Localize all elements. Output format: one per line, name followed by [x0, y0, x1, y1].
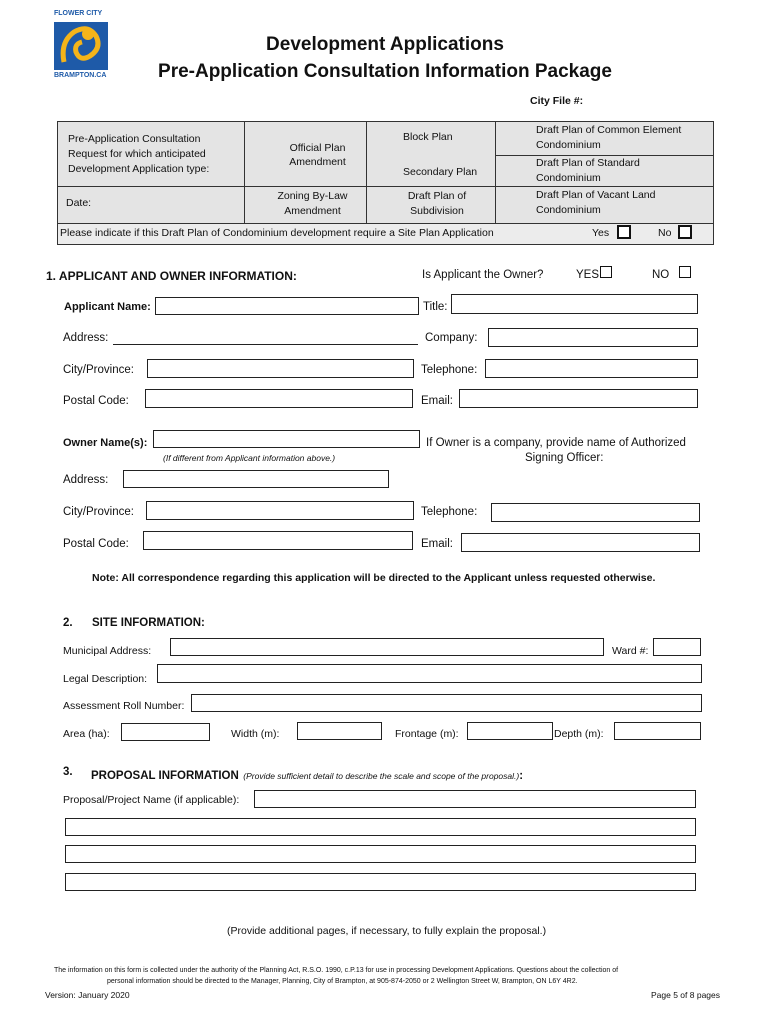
owner-no-label: NO: [652, 269, 670, 281]
city-province-field[interactable]: [147, 359, 414, 378]
draft-subdivision-label: Draft Plan of Subdivision: [407, 190, 467, 217]
authorized-line2: Signing Officer:: [525, 452, 604, 464]
vacant-land-label: Draft Plan of Vacant Land Condominium: [536, 189, 656, 216]
owner-email-field[interactable]: [461, 533, 700, 552]
owner-telephone-field[interactable]: [491, 503, 700, 522]
area-label: Area (ha):: [63, 728, 110, 740]
section3-number: 3.: [63, 766, 73, 778]
footer-page: Page 5 of 8 pages: [651, 990, 721, 1000]
section1-heading: 1. APPLICANT AND OWNER INFORMATION:: [46, 269, 297, 283]
standard-condo-label: Draft Plan of Standard Condominium: [536, 157, 640, 184]
project-name-label: Proposal/Project Name (if applicable):: [63, 794, 240, 806]
company-label: Company:: [425, 332, 478, 344]
applicant-name-field[interactable]: [155, 297, 419, 315]
official-plan-cell[interactable]: [244, 121, 367, 187]
owner-email-label: Email:: [421, 538, 453, 550]
footer-disclaimer-1: The information on this form is collected under the authority of the Planning Act, R.S.O. 1990, c.P.13 for use in processing Development Applications. Questions about the collection of: [54, 967, 619, 974]
additional-pages-note: (Provide additional pages, if necessary, to fully explain the proposal.): [227, 925, 547, 937]
width-label: Width (m):: [231, 728, 280, 740]
block-secondary-cell[interactable]: [366, 121, 496, 187]
assessment-roll-label: Assessment Roll Number:: [63, 700, 185, 712]
common-element-cell[interactable]: [495, 121, 714, 156]
ward-field[interactable]: [653, 638, 701, 656]
correspondence-note: Note: All correspondence regarding this application will be directed to the Applicant unless requested otherwise.: [92, 572, 656, 584]
project-name-field[interactable]: [254, 790, 696, 808]
site-plan-no-checkbox[interactable]: [678, 225, 692, 239]
telephone-label: Telephone:: [421, 364, 478, 376]
page-subtitle: Pre-Application Consultation Information Package: [158, 61, 612, 82]
owner-address-label: Address:: [63, 474, 109, 486]
applicant-name-label: Applicant Name:: [64, 301, 151, 313]
address-label: Address:: [63, 332, 109, 344]
official-plan-label: Official Plan Amendment: [289, 142, 346, 168]
city-province-label: City/Province:: [63, 364, 134, 376]
owner-names-label: Owner Name(s):: [63, 437, 148, 449]
owner-postal-code-field[interactable]: [143, 531, 413, 550]
company-field[interactable]: [488, 328, 698, 347]
legal-description-field[interactable]: [157, 664, 702, 683]
width-field[interactable]: [297, 722, 382, 740]
city-file-label: City File #:: [530, 95, 584, 107]
owner-address-field[interactable]: [123, 470, 389, 488]
proposal-line-3[interactable]: [65, 873, 696, 891]
proposal-line-1[interactable]: [65, 818, 696, 836]
municipal-address-label: Municipal Address:: [63, 645, 152, 657]
authorized-line1: If Owner is a company, provide name of Authorized: [426, 437, 686, 449]
owner-telephone-label: Telephone:: [421, 506, 478, 518]
proposal-line-2[interactable]: [65, 845, 696, 863]
site-plan-no-label: No: [658, 227, 672, 239]
email-label: Email:: [421, 395, 453, 407]
assessment-roll-field[interactable]: [191, 694, 702, 712]
logo-top-text: FLOWER CITY: [54, 10, 103, 17]
section2-heading: SITE INFORMATION:: [92, 617, 205, 629]
owner-note: (If different from Applicant information above.): [163, 453, 336, 463]
owner-city-province-label: City/Province:: [63, 506, 134, 518]
section3-heading-row: [91, 766, 523, 784]
date-cell[interactable]: [57, 186, 245, 224]
site-plan-question: Please indicate if this Draft Plan of Condominium development require a Site Plan Application: [60, 227, 494, 239]
site-plan-yes-label: Yes: [592, 227, 610, 239]
owner-postal-code-label: Postal Code:: [63, 538, 129, 550]
section2-number: 2.: [63, 617, 73, 629]
legal-description-label: Legal Description:: [63, 673, 148, 685]
footer-version: Version: January 2020: [45, 990, 130, 1000]
block-plan-label: Block Plan: [403, 131, 453, 143]
site-plan-yes-checkbox[interactable]: [617, 225, 631, 239]
depth-label: Depth (m):: [554, 728, 604, 740]
owner-names-field[interactable]: [153, 430, 420, 448]
date-label: Date:: [66, 197, 92, 209]
depth-field[interactable]: [614, 722, 701, 740]
section3-heading-colon: :: [519, 770, 524, 782]
zoning-cell[interactable]: [244, 186, 367, 224]
telephone-field[interactable]: [485, 359, 698, 378]
request-label: Pre-Application Consultation Request for which anticipated Development Application type:: [68, 133, 210, 175]
postal-code-label: Postal Code:: [63, 395, 129, 407]
vacant-land-cell[interactable]: [495, 186, 714, 224]
owner-yes-checkbox[interactable]: [600, 266, 612, 278]
address-line[interactable]: [113, 344, 418, 345]
frontage-field[interactable]: [467, 722, 553, 740]
draft-subdivision-cell[interactable]: [366, 186, 496, 224]
section3-heading-note: (Provide sufficient detail to describe the scale and scope of the proposal.): [243, 771, 520, 781]
owner-city-province-field[interactable]: [146, 501, 414, 520]
request-cell: [57, 121, 245, 187]
section3-heading: PROPOSAL INFORMATION: [91, 770, 239, 782]
owner-question: Is Applicant the Owner?: [422, 269, 544, 281]
owner-no-checkbox[interactable]: [679, 266, 691, 278]
logo-bottom-text: BRAMPTON.CA: [54, 72, 107, 79]
title-field[interactable]: [451, 294, 698, 314]
standard-condo-cell[interactable]: [495, 155, 714, 187]
common-element-label: Draft Plan of Common Element Condominium: [536, 124, 682, 151]
site-plan-row: [57, 223, 714, 245]
secondary-plan-label: Secondary Plan: [403, 166, 478, 178]
owner-yes-label: YES: [576, 269, 600, 281]
postal-code-field[interactable]: [145, 389, 413, 408]
ward-label: Ward #:: [612, 645, 649, 657]
title-label: Title:: [423, 301, 448, 313]
zoning-label: Zoning By-Law Amendment: [277, 190, 348, 217]
municipal-address-field[interactable]: [170, 638, 604, 656]
frontage-label: Frontage (m):: [395, 728, 459, 740]
area-field[interactable]: [121, 723, 210, 741]
email-field[interactable]: [459, 389, 698, 408]
footer-disclaimer-2: personal information should be directed to the Manager, Planning, City of Brampton, at 905-874-2050 or 2 Wellington Street W, Brampton, ON L6Y 4R2.: [107, 978, 578, 985]
page-title: Development Applications: [266, 34, 504, 55]
